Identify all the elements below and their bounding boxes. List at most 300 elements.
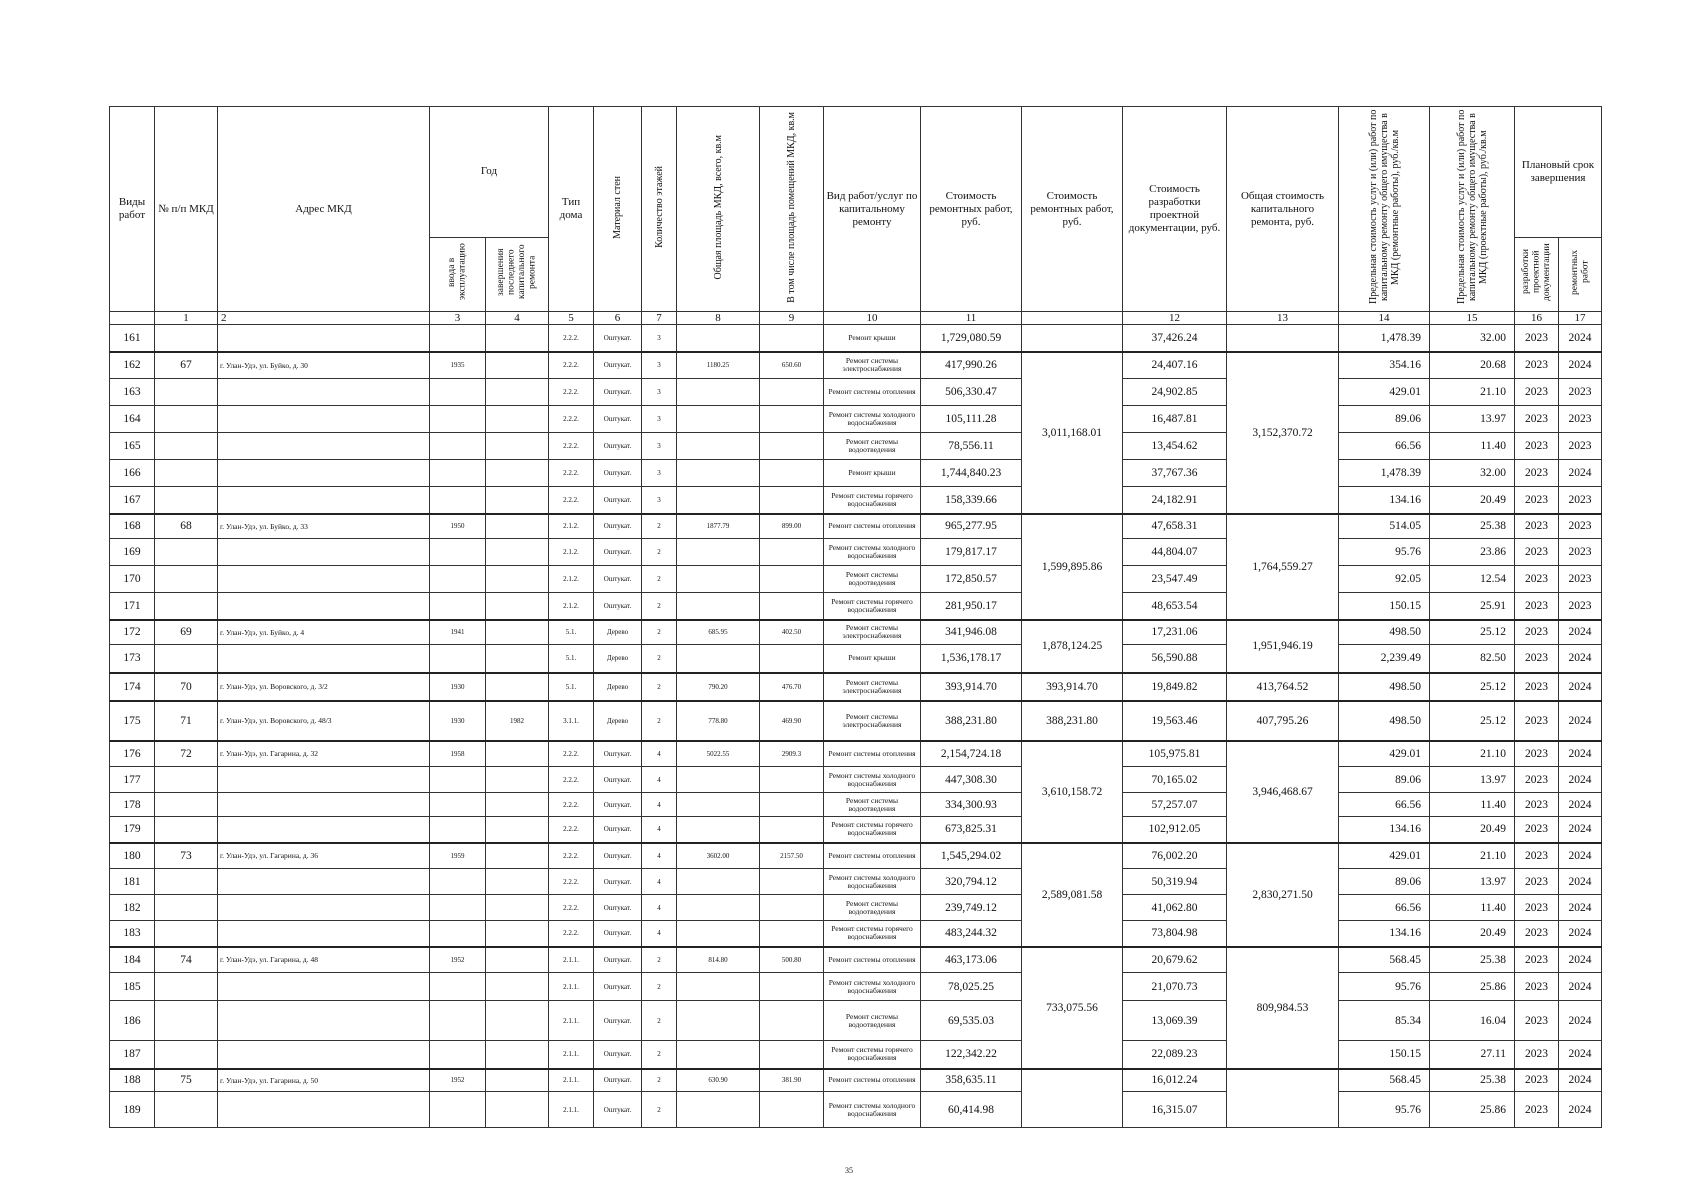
mkd-address	[218, 433, 430, 460]
premises-area	[760, 793, 824, 817]
floors: 2	[642, 566, 677, 593]
year-last-repair	[486, 593, 549, 620]
total-area	[677, 973, 760, 1001]
row-number: 171	[110, 593, 155, 620]
group-total-cost: 3,152,370.72	[1227, 352, 1339, 514]
term-design: 2023	[1515, 767, 1559, 793]
total-area	[677, 817, 760, 843]
design-cost: 24,902.85	[1123, 379, 1227, 406]
term-repair: 2024	[1559, 645, 1602, 673]
mkd-address: г. Улан-Удэ, ул. Буйко, д. 33	[218, 514, 430, 539]
repair-cost: 506,330.47	[921, 379, 1022, 406]
design-cost: 37,767.36	[1123, 460, 1227, 487]
limit-design: 23.86	[1430, 539, 1515, 566]
design-cost: 57,257.07	[1123, 793, 1227, 817]
work-type: Ремонт системы водоотведения	[824, 433, 921, 460]
repair-cost: 1,729,080.59	[921, 325, 1022, 352]
row-number: 182	[110, 895, 155, 921]
floors: 3	[642, 352, 677, 379]
floors: 3	[642, 325, 677, 352]
floors: 2	[642, 593, 677, 620]
total-area: 630.90	[677, 1069, 760, 1092]
design-cost: 22,089.23	[1123, 1041, 1227, 1069]
total-area	[677, 767, 760, 793]
premises-area	[760, 767, 824, 793]
limit-design: 11.40	[1430, 895, 1515, 921]
premises-area	[760, 1001, 824, 1041]
group-repair-total: 1,878,124.25	[1022, 620, 1123, 673]
year-last-repair	[486, 767, 549, 793]
row-number: 172	[110, 620, 155, 645]
mkd-address	[218, 379, 430, 406]
wall-material: Оштукат.	[594, 1041, 642, 1069]
premises-area	[760, 460, 824, 487]
design-cost: 73,804.98	[1123, 921, 1227, 947]
wall-material: Оштукат.	[594, 433, 642, 460]
premises-area	[760, 1092, 824, 1128]
row-number: 170	[110, 566, 155, 593]
year-last-repair	[486, 566, 549, 593]
year-commission: 1935	[430, 352, 486, 379]
mkd-number	[155, 869, 218, 895]
wall-material: Оштукат.	[594, 973, 642, 1001]
header-premises-area: В том числе площадь помещений МКД, кв.м	[760, 107, 824, 312]
work-type: Ремонт системы водоотведения	[824, 895, 921, 921]
mkd-number: 71	[155, 701, 218, 741]
work-type: Ремонт системы холодного водоснабжения	[824, 406, 921, 433]
table-row	[110, 593, 1602, 620]
limit-repair: 568.45	[1339, 1069, 1430, 1092]
col-num: 7	[642, 312, 677, 325]
design-cost: 13,069.39	[1123, 1001, 1227, 1041]
wall-material: Оштукат.	[594, 895, 642, 921]
term-design: 2023	[1515, 869, 1559, 895]
premises-area: 2909.3	[760, 741, 824, 767]
mkd-address	[218, 325, 430, 352]
row-number: 189	[110, 1092, 155, 1128]
design-cost: 44,804.07	[1123, 539, 1227, 566]
term-repair: 2024	[1559, 1069, 1602, 1092]
floors: 2	[642, 947, 677, 973]
mkd-number	[155, 433, 218, 460]
limit-repair: 92.05	[1339, 566, 1430, 593]
term-repair: 2024	[1559, 1092, 1602, 1128]
term-design: 2023	[1515, 947, 1559, 973]
mkd-number: 67	[155, 352, 218, 379]
repair-cost: 60,414.98	[921, 1092, 1022, 1128]
term-repair: 2024	[1559, 325, 1602, 352]
year-commission	[430, 645, 486, 673]
mkd-address	[218, 645, 430, 673]
repair-cost: 341,946.08	[921, 620, 1022, 645]
term-repair: 2024	[1559, 793, 1602, 817]
limit-design: 16.04	[1430, 1001, 1515, 1041]
wall-material: Оштукат.	[594, 460, 642, 487]
premises-area	[760, 973, 824, 1001]
premises-area	[760, 487, 824, 514]
work-type: Ремонт системы водоотведения	[824, 566, 921, 593]
year-last-repair	[486, 869, 549, 895]
limit-design: 82.50	[1430, 645, 1515, 673]
group-repair-total: 393,914.70	[1022, 673, 1123, 701]
mkd-address	[218, 1041, 430, 1069]
house-type: 2.1.2.	[549, 566, 594, 593]
group-repair-total: 3,610,158.72	[1022, 741, 1123, 843]
table-body	[110, 325, 1602, 1128]
work-type: Ремонт системы водоотведения	[824, 793, 921, 817]
year-commission	[430, 973, 486, 1001]
row-number: 177	[110, 767, 155, 793]
table-row	[110, 947, 1602, 973]
year-commission: 1959	[430, 843, 486, 869]
term-repair: 2024	[1559, 973, 1602, 1001]
group-repair-total: 733,075.56	[1022, 947, 1123, 1069]
year-commission	[430, 1041, 486, 1069]
premises-area	[760, 539, 824, 566]
premises-area: 500.80	[760, 947, 824, 973]
row-number: 164	[110, 406, 155, 433]
design-cost: 76,002.20	[1123, 843, 1227, 869]
term-design: 2023	[1515, 1001, 1559, 1041]
limit-design: 25.91	[1430, 593, 1515, 620]
term-repair: 2023	[1559, 406, 1602, 433]
header-mkd-number: № п/п МКД	[155, 107, 218, 312]
header-address: Адрес МКД	[218, 107, 430, 312]
work-type: Ремонт системы горячего водоснабжения	[824, 1041, 921, 1069]
work-type: Ремонт системы водоотведения	[824, 1001, 921, 1041]
group-total-cost	[1227, 325, 1339, 352]
header-limit-design: Предельная стоимость услуг и (или) работ по капитальному ремонту общего имущества в МКД (проектные работы), руб./кв.м	[1430, 107, 1515, 312]
design-cost: 37,426.24	[1123, 325, 1227, 352]
header-house-type: Тип дома	[549, 107, 594, 312]
premises-area: 650.60	[760, 352, 824, 379]
house-type: 2.2.2.	[549, 817, 594, 843]
row-number: 186	[110, 1001, 155, 1041]
design-cost: 20,679.62	[1123, 947, 1227, 973]
floors: 4	[642, 921, 677, 947]
group-repair-total	[1022, 325, 1123, 352]
total-area	[677, 325, 760, 352]
year-commission	[430, 817, 486, 843]
group-total-cost: 2,830,271.50	[1227, 843, 1339, 947]
col-num: 11	[921, 312, 1022, 325]
total-area: 778.80	[677, 701, 760, 741]
year-commission	[430, 921, 486, 947]
term-repair: 2024	[1559, 460, 1602, 487]
mkd-address	[218, 1001, 430, 1041]
limit-design: 25.12	[1430, 701, 1515, 741]
term-design: 2023	[1515, 701, 1559, 741]
house-type: 2.1.2.	[549, 514, 594, 539]
premises-area: 469.90	[760, 701, 824, 741]
group-repair-total: 1,599,895.86	[1022, 514, 1123, 620]
mkd-number	[155, 539, 218, 566]
table-row	[110, 673, 1602, 701]
year-commission	[430, 767, 486, 793]
group-total-cost: 407,795.26	[1227, 701, 1339, 741]
floors: 3	[642, 487, 677, 514]
limit-design: 25.12	[1430, 620, 1515, 645]
mkd-address: г. Улан-Удэ, ул. Воровского, д. 48/3	[218, 701, 430, 741]
year-commission	[430, 406, 486, 433]
limit-repair: 89.06	[1339, 406, 1430, 433]
design-cost: 41,062.80	[1123, 895, 1227, 921]
col-num: 5	[549, 312, 594, 325]
term-repair: 2024	[1559, 895, 1602, 921]
floors: 2	[642, 620, 677, 645]
table-row	[110, 1092, 1602, 1128]
header-year-last-repair: завершения последнего капитального ремонта	[486, 237, 549, 311]
table-row	[110, 701, 1602, 741]
work-type: Ремонт крыши	[824, 645, 921, 673]
header-planned-term: Плановый срок завершения	[1515, 107, 1602, 238]
header-limit-repair: Предельная стоимость услуг и (или) работ по капитальному ремонту общего имущества в МКД (ремонтные работы), руб./кв.м	[1339, 107, 1430, 312]
total-area	[677, 566, 760, 593]
work-type: Ремонт системы горячего водоснабжения	[824, 593, 921, 620]
year-commission: 1941	[430, 620, 486, 645]
col-num: 2	[218, 312, 430, 325]
group-repair-total: 2,589,081.58	[1022, 843, 1123, 947]
floors: 3	[642, 406, 677, 433]
group-repair-total: 3,011,168.01	[1022, 352, 1123, 514]
mkd-number	[155, 379, 218, 406]
header-year: Год	[430, 107, 549, 238]
premises-area	[760, 921, 824, 947]
header-work-type: Вид работ/услуг по капитальному ремонту	[824, 107, 921, 312]
term-repair: 2024	[1559, 921, 1602, 947]
term-design: 2023	[1515, 514, 1559, 539]
table-row	[110, 352, 1602, 379]
year-commission	[430, 539, 486, 566]
table-row	[110, 869, 1602, 895]
work-type: Ремонт системы холодного водоснабжения	[824, 973, 921, 1001]
wall-material: Оштукат.	[594, 921, 642, 947]
repair-cost: 463,173.06	[921, 947, 1022, 973]
row-number: 169	[110, 539, 155, 566]
limit-design: 13.97	[1430, 767, 1515, 793]
year-last-repair	[486, 973, 549, 1001]
mkd-number	[155, 1001, 218, 1041]
premises-area: 476.70	[760, 673, 824, 701]
premises-area	[760, 645, 824, 673]
year-last-repair	[486, 843, 549, 869]
row-number: 183	[110, 921, 155, 947]
row-number: 181	[110, 869, 155, 895]
year-commission	[430, 1092, 486, 1128]
limit-repair: 134.16	[1339, 487, 1430, 514]
term-design: 2023	[1515, 793, 1559, 817]
term-repair: 2024	[1559, 1041, 1602, 1069]
limit-repair: 1,478.39	[1339, 460, 1430, 487]
year-last-repair	[486, 433, 549, 460]
table-row	[110, 406, 1602, 433]
wall-material: Оштукат.	[594, 406, 642, 433]
house-type: 2.2.2.	[549, 325, 594, 352]
work-type: Ремонт системы горячего водоснабжения	[824, 487, 921, 514]
premises-area: 402.50	[760, 620, 824, 645]
col-num	[110, 312, 155, 325]
term-repair: 2023	[1559, 487, 1602, 514]
mkd-address: г. Улан-Удэ, ул. Гагарина, д. 48	[218, 947, 430, 973]
house-type: 2.1.1.	[549, 1092, 594, 1128]
premises-area	[760, 566, 824, 593]
repair-cost: 483,244.32	[921, 921, 1022, 947]
work-type: Ремонт системы отопления	[824, 379, 921, 406]
year-commission: 1952	[430, 1069, 486, 1092]
wall-material: Дерево	[594, 620, 642, 645]
design-cost: 19,563.46	[1123, 701, 1227, 741]
total-area	[677, 793, 760, 817]
design-cost: 105,975.81	[1123, 741, 1227, 767]
floors: 3	[642, 433, 677, 460]
design-cost: 16,012.24	[1123, 1069, 1227, 1092]
repair-cost: 1,545,294.02	[921, 843, 1022, 869]
row-number: 179	[110, 817, 155, 843]
total-area: 814.80	[677, 947, 760, 973]
term-repair: 2024	[1559, 701, 1602, 741]
limit-design: 20.49	[1430, 817, 1515, 843]
table-row	[110, 487, 1602, 514]
wall-material: Оштукат.	[594, 352, 642, 379]
premises-area: 2157.50	[760, 843, 824, 869]
mkd-number	[155, 793, 218, 817]
row-number: 175	[110, 701, 155, 741]
capital-repair-table	[109, 106, 1602, 1128]
col-num	[1022, 312, 1123, 325]
repair-cost: 358,635.11	[921, 1069, 1022, 1092]
limit-repair: 66.56	[1339, 433, 1430, 460]
mkd-number	[155, 460, 218, 487]
premises-area	[760, 593, 824, 620]
column-number-row	[110, 312, 1602, 325]
floors: 4	[642, 817, 677, 843]
col-num: 1	[155, 312, 218, 325]
wall-material: Оштукат.	[594, 514, 642, 539]
house-type: 2.2.2.	[549, 767, 594, 793]
table-header	[110, 107, 1602, 325]
term-repair: 2023	[1559, 379, 1602, 406]
term-repair: 2024	[1559, 741, 1602, 767]
limit-repair: 89.06	[1339, 869, 1430, 895]
wall-material: Оштукат.	[594, 793, 642, 817]
limit-repair: 498.50	[1339, 673, 1430, 701]
work-type: Ремонт крыши	[824, 325, 921, 352]
house-type: 2.1.1.	[549, 973, 594, 1001]
premises-area	[760, 379, 824, 406]
limit-design: 25.38	[1430, 947, 1515, 973]
wall-material: Оштукат.	[594, 947, 642, 973]
limit-repair: 568.45	[1339, 947, 1430, 973]
group-repair-total	[1022, 1069, 1123, 1128]
col-num: 6	[594, 312, 642, 325]
design-cost: 48,653.54	[1123, 593, 1227, 620]
limit-design: 25.38	[1430, 514, 1515, 539]
floors: 4	[642, 793, 677, 817]
wall-material: Оштукат.	[594, 1092, 642, 1128]
mkd-address: г. Улан-Удэ, ул. Гагарина, д. 36	[218, 843, 430, 869]
group-total-cost	[1227, 1069, 1339, 1128]
premises-area	[760, 433, 824, 460]
mkd-number: 75	[155, 1069, 218, 1092]
group-total-cost: 3,946,468.67	[1227, 741, 1339, 843]
term-design: 2023	[1515, 487, 1559, 514]
row-number: 166	[110, 460, 155, 487]
year-last-repair	[486, 673, 549, 701]
premises-area	[760, 406, 824, 433]
limit-repair: 2,239.49	[1339, 645, 1430, 673]
term-repair: 2023	[1559, 514, 1602, 539]
repair-cost: 320,794.12	[921, 869, 1022, 895]
term-repair: 2024	[1559, 869, 1602, 895]
term-repair: 2024	[1559, 352, 1602, 379]
table-row	[110, 1001, 1602, 1041]
term-repair: 2023	[1559, 566, 1602, 593]
term-repair: 2024	[1559, 843, 1602, 869]
house-type: 2.1.1.	[549, 1041, 594, 1069]
col-num: 3	[430, 312, 486, 325]
table-row	[110, 566, 1602, 593]
premises-area	[760, 869, 824, 895]
year-last-repair	[486, 1001, 549, 1041]
premises-area	[760, 1041, 824, 1069]
repair-cost: 69,535.03	[921, 1001, 1022, 1041]
repair-cost: 965,277.95	[921, 514, 1022, 539]
repair-cost: 417,990.26	[921, 352, 1022, 379]
mkd-number: 74	[155, 947, 218, 973]
year-last-repair	[486, 817, 549, 843]
total-area	[677, 1001, 760, 1041]
house-type: 2.1.2.	[549, 593, 594, 620]
mkd-number	[155, 973, 218, 1001]
col-num: 17	[1559, 312, 1602, 325]
limit-repair: 89.06	[1339, 767, 1430, 793]
year-commission	[430, 869, 486, 895]
total-area	[677, 1092, 760, 1128]
year-last-repair	[486, 741, 549, 767]
year-commission: 1930	[430, 701, 486, 741]
term-repair: 2024	[1559, 620, 1602, 645]
header-design-cost: Стоимость разработки проектной документации, руб.	[1123, 107, 1227, 312]
house-type: 2.2.2.	[549, 460, 594, 487]
term-design: 2023	[1515, 921, 1559, 947]
mkd-number	[155, 817, 218, 843]
repair-cost: 388,231.80	[921, 701, 1022, 741]
total-area	[677, 487, 760, 514]
term-design: 2023	[1515, 406, 1559, 433]
house-type: 2.2.2.	[549, 741, 594, 767]
term-design: 2023	[1515, 460, 1559, 487]
design-cost: 16,487.81	[1123, 406, 1227, 433]
row-number: 180	[110, 843, 155, 869]
term-design: 2023	[1515, 620, 1559, 645]
mkd-address	[218, 487, 430, 514]
year-last-repair	[486, 921, 549, 947]
col-num: 4	[486, 312, 549, 325]
mkd-address	[218, 539, 430, 566]
total-area	[677, 593, 760, 620]
mkd-address	[218, 1092, 430, 1128]
total-area	[677, 406, 760, 433]
floors: 4	[642, 767, 677, 793]
mkd-number	[155, 895, 218, 921]
floors: 4	[642, 741, 677, 767]
term-design: 2023	[1515, 1092, 1559, 1128]
mkd-number	[155, 1041, 218, 1069]
year-last-repair	[486, 947, 549, 973]
term-design: 2023	[1515, 1069, 1559, 1092]
house-type: 2.2.2.	[549, 487, 594, 514]
term-design: 2023	[1515, 539, 1559, 566]
